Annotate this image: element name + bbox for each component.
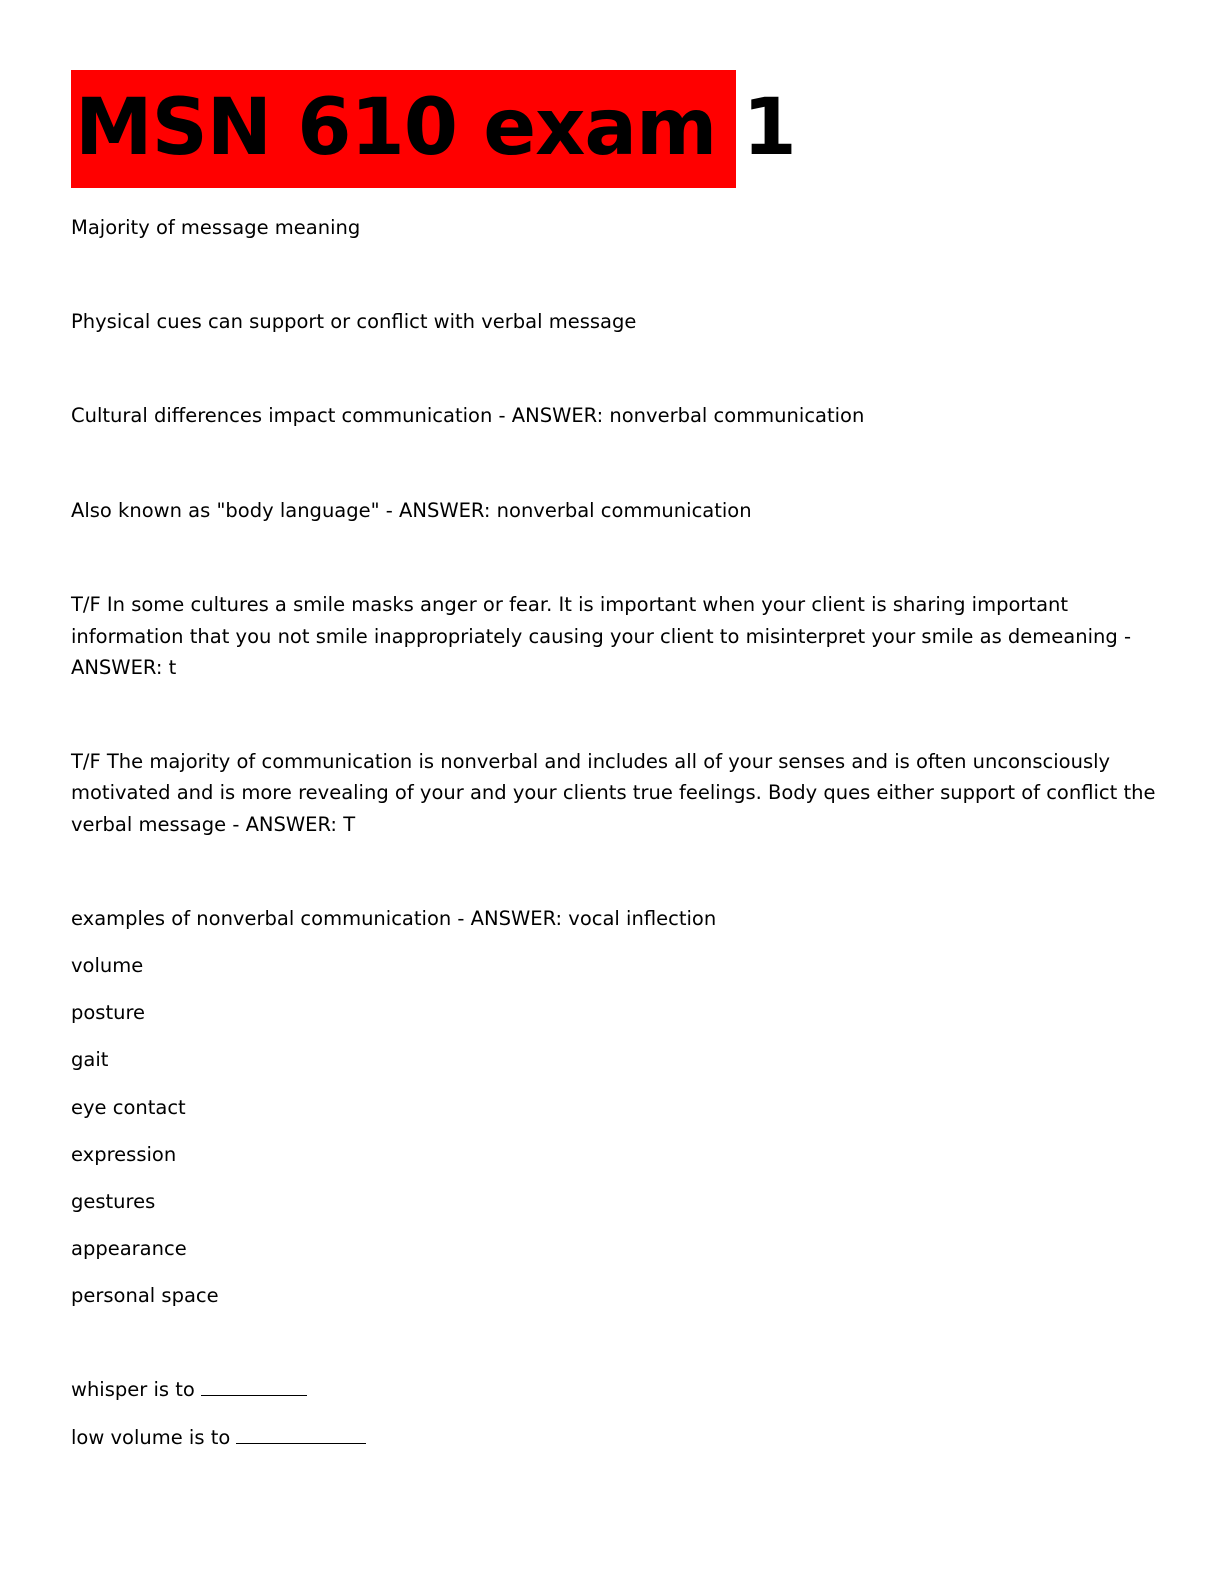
question-line: ANSWER: t [71,656,177,679]
page-title: MSN 610 exam 1 [75,83,796,173]
question-line: verbal message - ANSWER: T [71,813,356,836]
fill-in-blank [201,1377,307,1396]
title-banner [71,70,796,188]
fill-in-blank [236,1425,366,1444]
example-item: appearance [71,1237,187,1260]
question-line: T/F In some cultures a smile masks anger or fear. It is important when your client is sharing important [71,593,1069,616]
fill-in-prompt: whisper is to [71,1378,195,1401]
fill-in-line [71,1374,1151,1405]
example-item: gait [71,1048,109,1071]
question-line: Also known as "body language" - ANSWER: nonverbal communication [71,499,752,522]
question-line: T/F The majority of communication is nonverbal and includes all of your senses and is often unconsciously [71,750,1111,773]
examples-question: examples of nonverbal communication - ANSWER: vocal inflection [71,907,717,930]
example-item: gestures [71,1190,156,1213]
example-item: volume [71,954,144,977]
example-item: posture [71,1001,146,1024]
example-item: expression [71,1143,177,1166]
example-item: eye contact [71,1096,186,1119]
fill-in-line [71,1422,1151,1453]
question-line: information that you not smile inappropriately causing your client to misinterpret your smile as demeaning - [71,625,1131,648]
question-line: Majority of message meaning [71,216,361,239]
example-item: personal space [71,1284,219,1307]
fill-in-prompt: low volume is to [71,1426,231,1449]
question-line: motivated and is more revealing of your and your clients true feelings. Body ques either support of conflict the [71,781,1156,804]
question-line: Physical cues can support or conflict with verbal message [71,310,637,333]
question-line: Cultural differences impact communication - ANSWER: nonverbal communication [71,404,865,427]
